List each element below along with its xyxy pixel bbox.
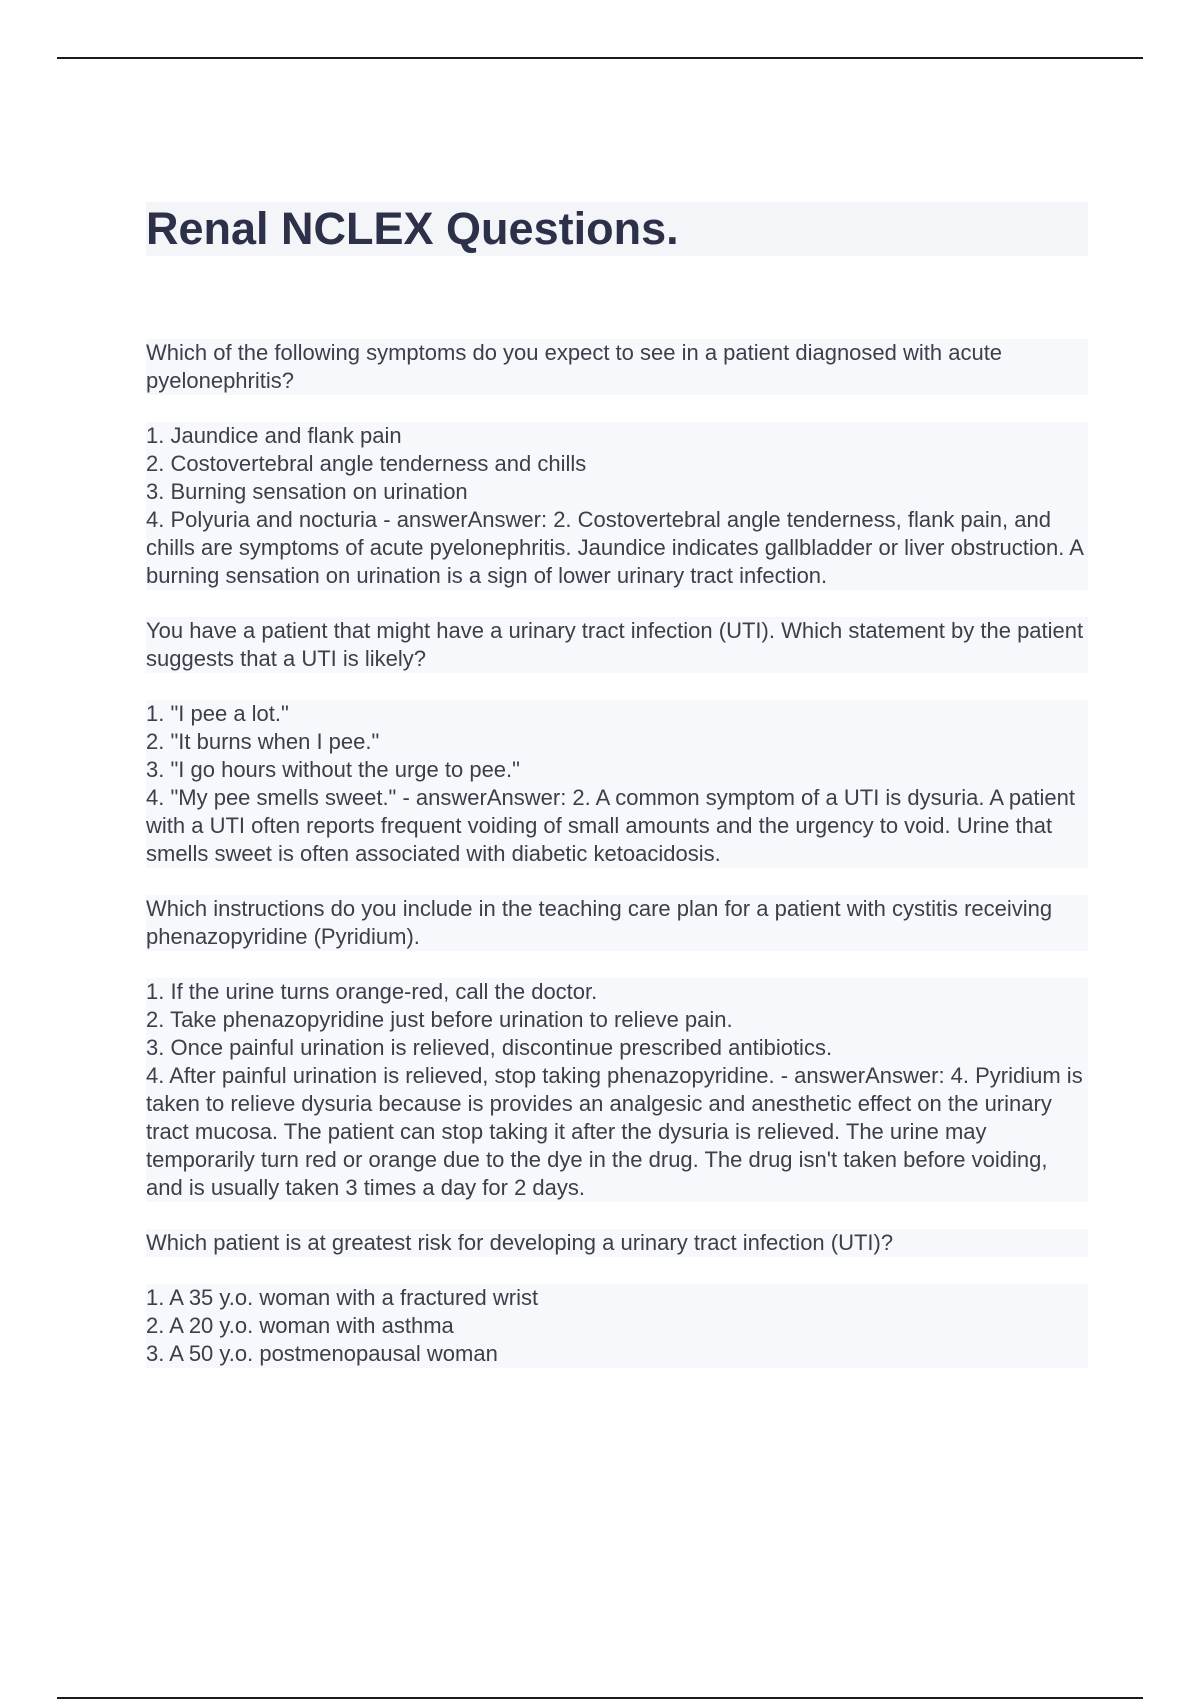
spacer xyxy=(146,673,1088,700)
question-4: Which patient is at greatest risk for developing a urinary tract infection (UTI)? xyxy=(146,1229,1088,1257)
document-body xyxy=(146,339,1088,1368)
spacer xyxy=(146,395,1088,422)
spacer xyxy=(146,951,1088,978)
spacer xyxy=(146,1202,1088,1229)
bottom-rule xyxy=(57,1697,1143,1699)
spacer xyxy=(146,868,1088,895)
spacer xyxy=(146,1257,1088,1284)
spacer xyxy=(146,590,1088,617)
top-rule xyxy=(57,57,1143,59)
page-title: Renal NCLEX Questions. xyxy=(146,203,679,254)
question-3-options-answer: 1. If the urine turns orange-red, call the doctor. 2. Take phenazopyridine just before urination to relieve pain. 3. Once painful urination is relieved, discontinue prescribed antibiotics. 4. After painful urination is relieved, stop taking phenazopyridine. - answerAnswer: 4. Pyridium is taken to relieve dysuria because is provides an analgesic and anesthetic effect on the urinary tract mucosa. The patient can stop taking it after the dysuria is relieved. The urine may temporarily turn red or orange due to the dye in the drug. The drug isn't taken before voiding, and is usually taken 3 times a day for 2 days. xyxy=(146,978,1088,1202)
question-2-options-answer: 1. "I pee a lot." 2. "It burns when I pee." 3. "I go hours without the urge to pee." 4. "My pee smells sweet." - answerAnswer: 2. A common symptom of a UTI is dysuria. A patient with a UTI often reports frequent voiding of small amounts and the urgency to void. Urine that smells sweet is often associated with diabetic ketoacidosis. xyxy=(146,700,1088,868)
question-1-options-answer: 1. Jaundice and flank pain 2. Costovertebral angle tenderness and chills 3. Burning sensation on urination 4. Polyuria and nocturia - answerAnswer: 2. Costovertebral angle tenderness, flank pain, and chills are symptoms of acute pyelonephritis. Jaundice indicates gallbladder or liver obstruction. A burning sensation on urination is a sign of lower urinary tract infection. xyxy=(146,422,1088,590)
question-4-options: 1. A 35 y.o. woman with a fractured wrist 2. A 20 y.o. woman with asthma 3. A 50 y.o. postmenopausal woman xyxy=(146,1284,1088,1368)
question-1: Which of the following symptoms do you expect to see in a patient diagnosed with acute pyelonephritis? xyxy=(146,339,1088,395)
question-3: Which instructions do you include in the teaching care plan for a patient with cystitis receiving phenazopyridine (Pyridium). xyxy=(146,895,1088,951)
question-2: You have a patient that might have a urinary tract infection (UTI). Which statement by the patient suggests that a UTI is likely? xyxy=(146,617,1088,673)
